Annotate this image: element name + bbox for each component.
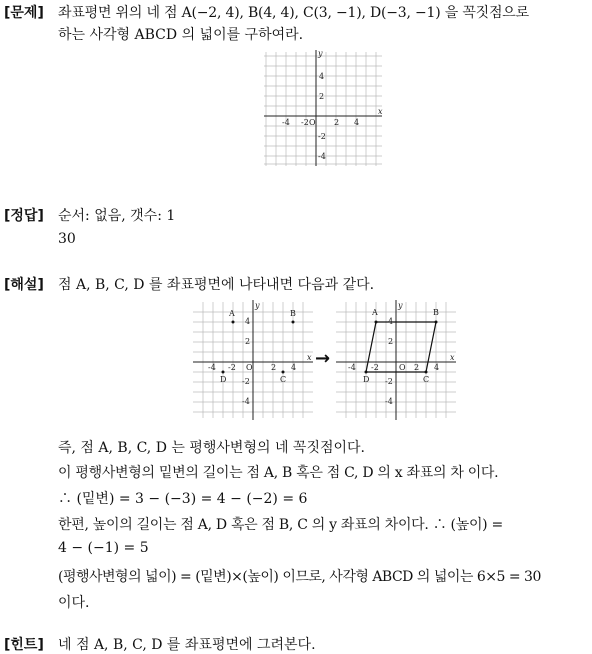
explanation-line: 이다.: [58, 595, 90, 611]
tick-y: -4: [318, 152, 326, 161]
explanation-line: 4 − (−1) = 5: [58, 540, 149, 556]
tick-x: 2: [271, 363, 277, 372]
tick-y: 2: [245, 337, 251, 346]
tick-x: 2: [334, 118, 340, 127]
tick-y: -4: [242, 397, 250, 406]
point-b: [292, 321, 295, 324]
tick-y: -2: [385, 377, 393, 386]
problem-line-1: 좌표평면 위의 네 점 A(−2, 4), B(4, 4), C(3, −1), D(−3, −1) 을 꼭짓점으로: [58, 5, 529, 21]
explanation-figure-parallelogram: [336, 300, 458, 420]
tick-y: 4: [319, 72, 325, 81]
explanation-intro: 점 A, B, C, D 를 좌표평면에 나타내면 다음과 같다.: [58, 277, 375, 293]
tick-y: 2: [388, 337, 394, 346]
tick-y: -4: [385, 397, 393, 406]
tick-y: 4: [245, 317, 251, 326]
x-axis-label: x: [378, 107, 383, 116]
tick-x: 4: [354, 118, 360, 127]
answer-tag: [정답]: [4, 208, 44, 224]
explanation-figure-points: [193, 300, 315, 420]
tick-x: 2: [414, 363, 420, 372]
x-axis-label: x: [450, 353, 455, 362]
explanation-line: 한편, 높이의 길이는 점 A, D 혹은 점 B, C 의 y 좌표의 차이다. ∴ (높이) =: [58, 517, 503, 533]
y-axis-label: y: [398, 301, 403, 310]
tick-x: 4: [291, 363, 297, 372]
explanation-line: 이 평행사변형의 밑변의 길이는 점 A, B 혹은 점 C, D 의 x 좌표의 차 이다.: [58, 465, 499, 481]
point-label: C: [280, 375, 287, 384]
problem-line-2: 하는 사각형 ABCD 의 넓이를 구하여라.: [58, 27, 304, 43]
origin-label: O: [399, 363, 406, 372]
tick-x: -4: [282, 118, 290, 127]
point-c: [282, 371, 285, 374]
hint-tag: [힌트]: [4, 637, 44, 653]
arrow-icon: →: [315, 348, 331, 369]
y-axis-label: y: [255, 301, 260, 310]
problem-tag: [문제]: [4, 5, 44, 21]
answer-value: 30: [58, 231, 76, 247]
origin-label: O: [309, 118, 316, 127]
explanation-tag: [해설]: [4, 277, 44, 293]
tick-y: -2: [318, 132, 326, 141]
tick-x: -2: [301, 118, 309, 127]
point-label: C: [423, 375, 430, 384]
tick-x: -4: [208, 363, 216, 372]
point-d: [222, 371, 225, 374]
tick-x: -2: [228, 363, 236, 372]
point-label: A: [229, 309, 235, 318]
tick-x: -4: [348, 363, 356, 372]
point-label: A: [372, 308, 378, 317]
tick-x: -2: [371, 363, 379, 372]
tick-y: 4: [388, 317, 394, 326]
point-label: B: [433, 308, 439, 317]
explanation-line: 즉, 점 A, B, C, D 는 평행사변형의 네 꼭짓점이다.: [58, 440, 365, 456]
tick-x: 4: [434, 363, 440, 372]
point-a: [232, 321, 235, 324]
x-axis-label: x: [307, 353, 312, 362]
answer-line-1: 순서: 없음, 갯수: 1: [58, 208, 176, 224]
hint-line: 네 점 A, B, C, D 를 좌표평면에 그려본다.: [58, 637, 316, 653]
tick-y: 2: [319, 92, 325, 101]
point-label: D: [220, 375, 227, 384]
point-label: D: [363, 375, 370, 384]
explanation-line: (평행사변형의 넓이) = (밑변)×(높이) 이므로, 사각형 ABCD 의 넓이는 6×5 = 30: [58, 569, 541, 585]
tick-y: -2: [242, 377, 250, 386]
problem-coordinate-grid: [264, 48, 384, 168]
explanation-line: ∴ (밑변) = 3 − (−3) = 4 − (−2) = 6: [58, 491, 308, 507]
y-axis-label: y: [318, 49, 323, 58]
origin-label: O: [246, 363, 253, 372]
point-label: B: [290, 309, 296, 318]
